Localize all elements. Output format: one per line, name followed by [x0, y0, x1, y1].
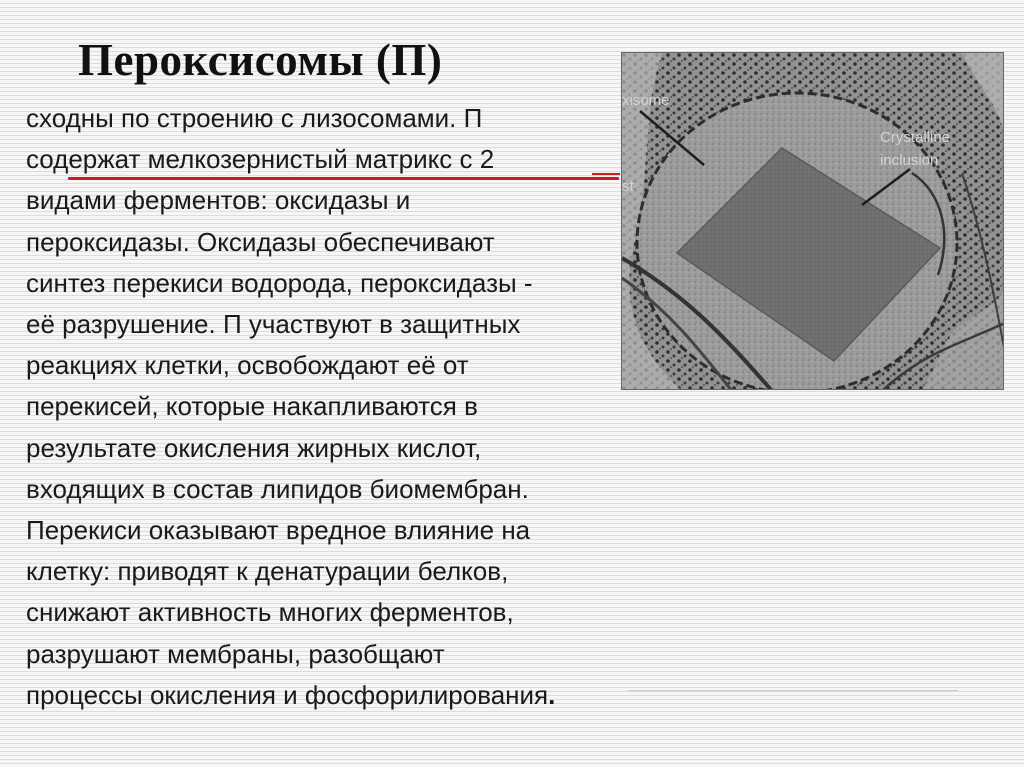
micrograph-image — [622, 53, 1004, 390]
electron-micrograph — [621, 52, 1004, 390]
slide-title: Пероксисомы (П) — [78, 35, 443, 85]
body-text-final-period: . — [548, 679, 556, 710]
divider-line — [628, 690, 958, 691]
label-fragment: st — [622, 178, 634, 195]
label-crystalline: Crystalline — [880, 129, 951, 146]
label-inclusion: inclusion — [880, 152, 939, 169]
body-text — [26, 98, 626, 716]
label-peroxisome: xisome — [622, 92, 670, 109]
body-text-content: сходны по строению с лизосомами. П содержат мелкозернистый матрикс с 2 видами ферментов: оксидазы и пероксидазы. Оксидазы обеспечивают синтез перекиси водорода, пероксидазы - её разрушение. П участвуют в защитных реакциях клетки, освобождают её от перекисей, которые накапливаются в результате окисления жирных кислот, входящих в состав липидов биомембран. Перекиси оказывают вредное влияние на клетку: приводят к денатурации белков, снижают активность многих ферментов, разрушают мембраны, разобщают процессы окисления и фосфорилирования — [26, 103, 549, 710]
